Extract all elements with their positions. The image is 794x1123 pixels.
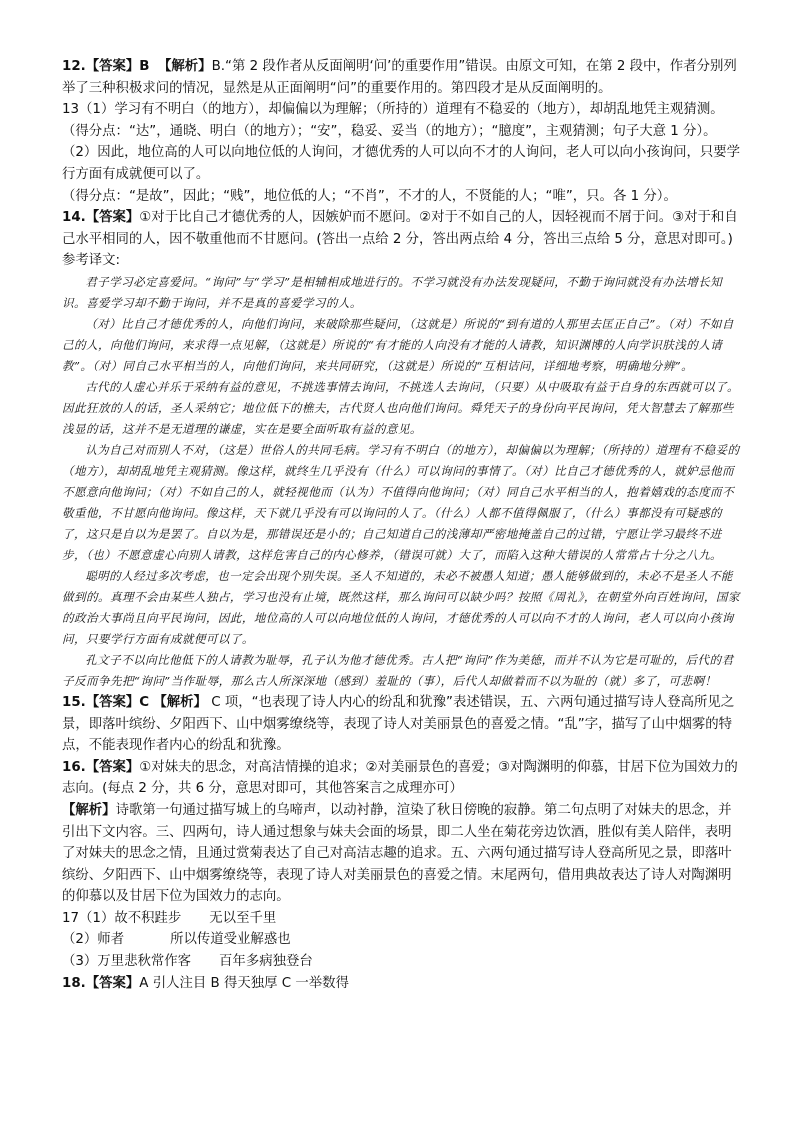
q14-answer-text: ①对于比自己才德优秀的人，因嫉妒而不愿问。②对于不如自己的人，因轻视而不屑于问。③对于和自己水平相同的人，因不敬重他而不甘愿问。(答出一点给 2 分，答出两点给 4 分，答出三点给 5 分，意思对即可。) <box>62 210 738 247</box>
reference-translation-title: 参考译文: <box>62 253 121 269</box>
q17-line-3-first: （3）万里悲秋常作客 <box>62 954 192 970</box>
translation-paragraph: 古代的人虚心并乐于采纳有益的意见，不挑选事情去询问，不挑选人去询问，（只要）从中吸取有益于自身的东西就可以了。因此狂放的人的话，圣人采纳它；地位低下的樵夫，古代贤人也向他们询问。舜凭天子的身份向平民询问，凭大智慧去了解那些浅显的话，这并不是无道理的谦虚，实在是要全面听取有益的意见。 <box>62 379 740 436</box>
q18-block <box>62 973 742 995</box>
q16-answer-label: 16.【答案】 <box>62 759 140 775</box>
q15-block <box>62 692 742 757</box>
q16-answer-block <box>62 757 742 800</box>
q17-line-1-second: 无以至千里 <box>209 910 277 926</box>
q13-line-3: （2）因此，地位高的人可以向地位低的人询问，才德优秀的人可以向不才的人询问，老人可以向小孩询问，只要学行方面有成就便可以了。 <box>62 145 741 182</box>
q17-line-2-second: 所以传道受业解惑也 <box>170 932 291 948</box>
q17-line-1-first: 17（1）故不积跬步 <box>62 910 182 926</box>
q17-line-2-first: （2）师者 <box>62 932 125 948</box>
q16-analysis-text: 诗歌第一句通过描写城上的乌啼声，以动衬静，渲染了秋日傍晚的寂静。第二句点明了对妹夫的思念，并引出下文内容。三、四两句，诗人通过想象与妹夫会面的场景，即二人坐在菊花旁边饮酒，胜似有美人陪伴，表明了对妹夫的思念之情，且通过赏菊表达了自己对高洁志趣的追求。五、六两句通过描写诗人登高所见之景，即落叶缤纷、夕阳西下、山中烟雾缭绕等，表现了诗人对美丽景色的喜爱之情。末尾两句，借用典故表达了诗人对陶渊明的仰慕以及甘居下位为国效力的志向。 <box>62 802 732 905</box>
q17-line-3 <box>62 951 742 973</box>
q18-answer-text: A 引人注目 B 得天独厚 C 一举数得 <box>139 975 349 991</box>
translation-paragraph: 孔文子不以向比他低下的人请教为耻辱，孔子认为他才德优秀。古人把“询问”作为美德，而并不认为它是可耻的，后代的君子反而争先把“询问”当作耻辱，那么古人所深深地（感到）羞耻的（事），后代人却做着而不以为耻的（就）多了，可悲啊！ <box>62 652 734 688</box>
q12-answer-label: 12.【答案】B <box>62 59 150 74</box>
q14-answer-label: 14.【答案】 <box>62 210 140 226</box>
q13-line-2: （得分点：“达”，通晓、明白（的地方）；“安”，稳妥、妥当（的地方）；“臆度”，主观猜测；句子大意 1 分）。 <box>62 123 717 139</box>
q12-analysis-label: 【解析】 <box>158 59 212 74</box>
q17-line-2 <box>62 929 742 951</box>
q16-answer-text: ①对妹夫的思念，对高洁情操的追求；②对美丽景色的喜爱；③对陶渊明的仰慕，甘居下位为国效力的志向。(每点 2 分，共 6 分，意思对即可，其他答案言之成理亦可） <box>62 759 738 797</box>
q15-analysis-label: 【解析】 <box>153 694 207 710</box>
q15-analysis-text: C 项，“也表现了诗人内心的纷乱和犹豫”表述错误，五、六两句通过描写诗人登高所见之景，即落叶缤纷、夕阳西下、山中烟雾缭绕等，表现了诗人对美丽景色的喜爱之情。“乱”字，描写了山中烟雾的特点，不能表现作者内心的纷乱和犹豫。 <box>62 694 735 754</box>
q16-analysis-label: 【解析】 <box>62 802 116 818</box>
q15-answer-label: 15.【答案】C <box>62 694 150 710</box>
q12-block <box>62 56 742 99</box>
q14-block <box>62 207 742 250</box>
translation-paragraph: 认为自己对而别人不对，（这是）世俗人的共同毛病。学习有不明白（的地方），却偏偏以为理解；（所持的）道理有不稳妥的（地方），却胡乱地凭主观猜测。像这样，就终生几乎没有（什么）可以询问的事情了。（对）比自己才德优秀的人，就妒忌他而不愿意向他询问；（对）不如自己的人，就轻视他而（认为）不值得向他询问；（对）同自己水平相当的人，抱着嬉戏的态度而不敬重他，不甘愿向他询问。像这样，天下就几乎没有可以询问的人了。（什么）人都不值得佩服了，（什么）事都没有可疑惑的了，这只是自以为是罢了。自以为是，那错误还是小的；自己知道自己的浅薄却严密地掩盖自己的过错，宁愿让学习最终不进步，（也）不愿意虚心向别人请教，这样危害自己的内心修养，（错误可就）大了，而陷入这种大错误的人常常占十分之八九。 <box>62 442 740 562</box>
translation-paragraph: （对）比自己才德优秀的人，向他们询问，来破除那些疑问，（这就是）所说的“到有道的人那里去匡正自己”。（对）不如自己的人，向他们询问，来求得一点见解，（这就是）所说的“有才能的人向没有才能的人请教，知识渊博的人向学识肤浅的人请教”。（对）同自己水平相当的人，向他们询问，来共同研究，（这就是）所说的“互相诘问，详细地考察，明确地分辨”。 <box>62 316 734 373</box>
q13-line-1: 13（1）学习有不明白（的地方），却偏偏以为理解；（所持的）道理有不稳妥的（地方），却胡乱地凭主观猜测。 <box>62 102 724 118</box>
translation-paragraph: 君子学习必定喜爱问。“询问”与“学习”是相辅相成地进行的。不学习就没有办法发现疑问，不勤于询问就没有办法增长知识。喜爱学习却不勤于询问，并不是真的喜爱学习的人。 <box>62 274 723 310</box>
q13-line-4: （得分点：“是故”，因此；“贱”，地位低的人；“不肖”，不才的人，不贤能的人；“唯”，只。各 1 分）。 <box>62 188 677 204</box>
q17-line-3-second: 百年多病独登台 <box>219 954 313 970</box>
q16-analysis-block <box>62 800 742 908</box>
q17-line-1 <box>62 908 742 930</box>
q18-answer-label: 18.【答案】 <box>62 975 140 991</box>
translation-paragraph: 聪明的人经过多次考虑，也一定会出现个别失误。圣人不知道的，未必不被愚人知道；愚人能够做到的，未必不是圣人不能做到的。真理不会由某些人独占，学习也没有止境，既然这样，那么询问可以缺少吗？按照《周礼》，在朝堂外向百姓询问，国家的政治大事尚且向平民询问，因此，地位高的人可以向地位低的人询问，才德优秀的人可以向不才的人询问，老人可以向小孩询问，只要学行方面有成就便可以了。 <box>62 568 740 646</box>
q12-analysis-text: B.“第 2 段作者从反面阐明‘问’的重要作用”错误。由原文可知，在第 2 段中，作者分别列举了三种积极求问的情况，显然是从正面阐明“问”的重要作用的。第四段才是从反面阐明的。 <box>62 59 737 96</box>
